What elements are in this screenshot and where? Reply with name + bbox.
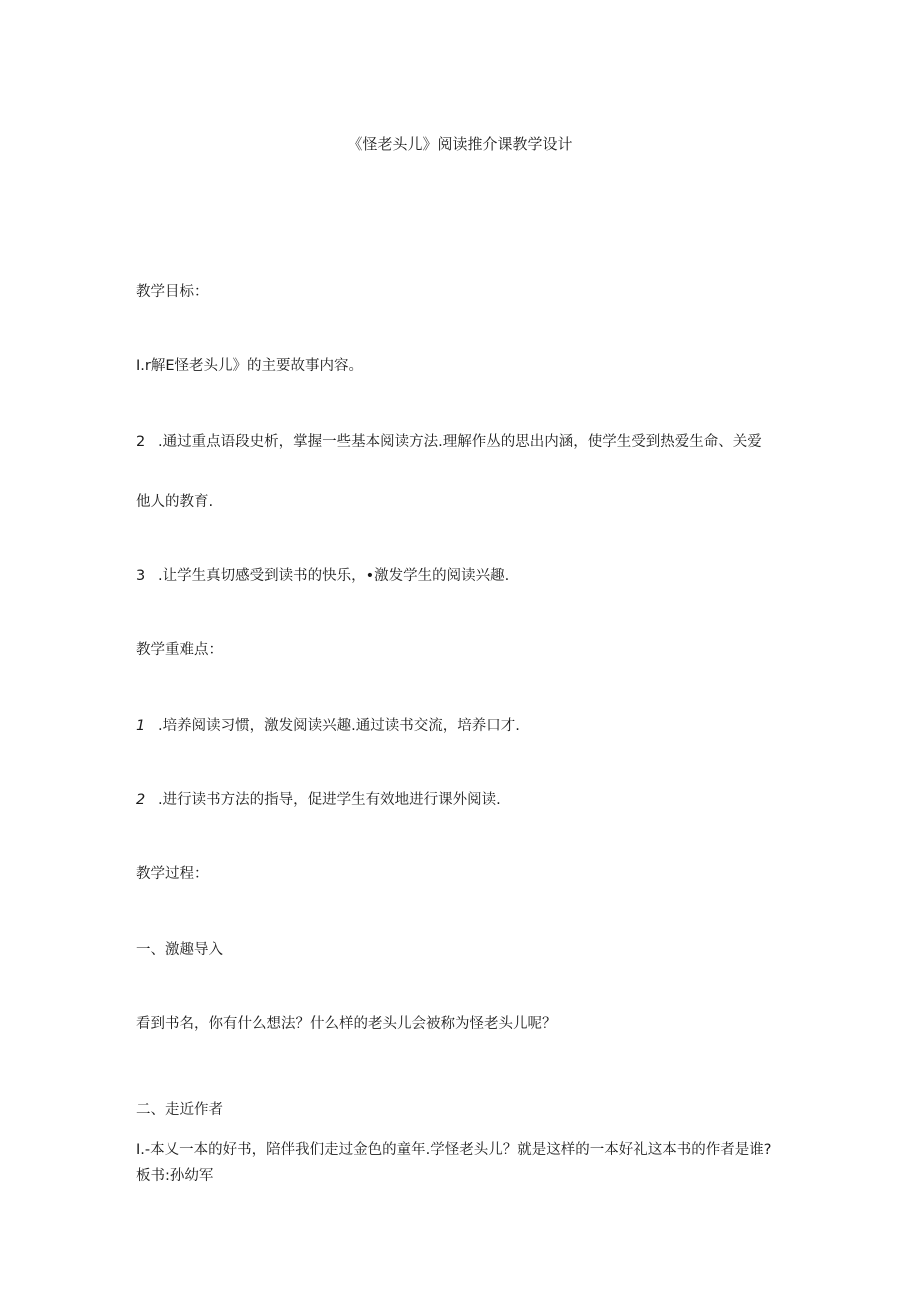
objective-item-3 <box>136 566 509 586</box>
document-title: 《怪老头儿》阅读推介课教学设计 <box>347 135 573 153</box>
key-point-item-2-text: .进行读书方法的指导，促进学生有效地进行课外阅读. <box>158 792 501 808</box>
objective-item-2-text: .通过重点语段史析，掌握一些基本阅读方法.理解作丛的思出内涵，使学生受到热爱生命、关爱 <box>158 434 762 450</box>
objective-item-2-continued: 他人的教育. <box>136 494 214 510</box>
objectives-heading: 教学目标： <box>136 284 209 300</box>
section-1-text: 看到书名，你有什么想法？什么样的老头儿会被称为怪老头儿呢？ <box>136 1016 557 1032</box>
section-2-board-note: 板书:孙幼军 <box>136 1168 214 1184</box>
objective-item-3-number: 3 <box>136 568 146 584</box>
section-1-heading: 一、激趣导入 <box>136 942 223 958</box>
section-2-text: I.-本乂一本的好书，陪伴我们走过金色的童年.学怪老头儿？就是这样的一本好礼这本书的作者是谁? <box>136 1142 772 1158</box>
objective-item-2-number: 2 <box>136 434 146 450</box>
objective-item-2 <box>136 432 762 452</box>
objective-item-3-text: .让学生真切感受到读书的快乐，•激发学生的阅读兴趣. <box>158 568 510 584</box>
key-point-item-1-text: .培养阅读习惯，激发阅读兴趣.通过读书交流，培养口才. <box>158 718 520 734</box>
key-point-item-1 <box>136 716 520 736</box>
process-heading: 教学过程： <box>136 866 209 882</box>
key-points-heading: 教学重难点： <box>136 642 223 658</box>
objective-item-1: I.r解E怪老头儿》的主要故事内容。 <box>136 358 364 374</box>
section-2-heading: 二、走近作者 <box>136 1102 223 1118</box>
key-point-item-1-number: 1 <box>136 718 146 734</box>
key-point-item-2-number: 2 <box>136 792 146 808</box>
key-point-item-2 <box>136 790 501 810</box>
